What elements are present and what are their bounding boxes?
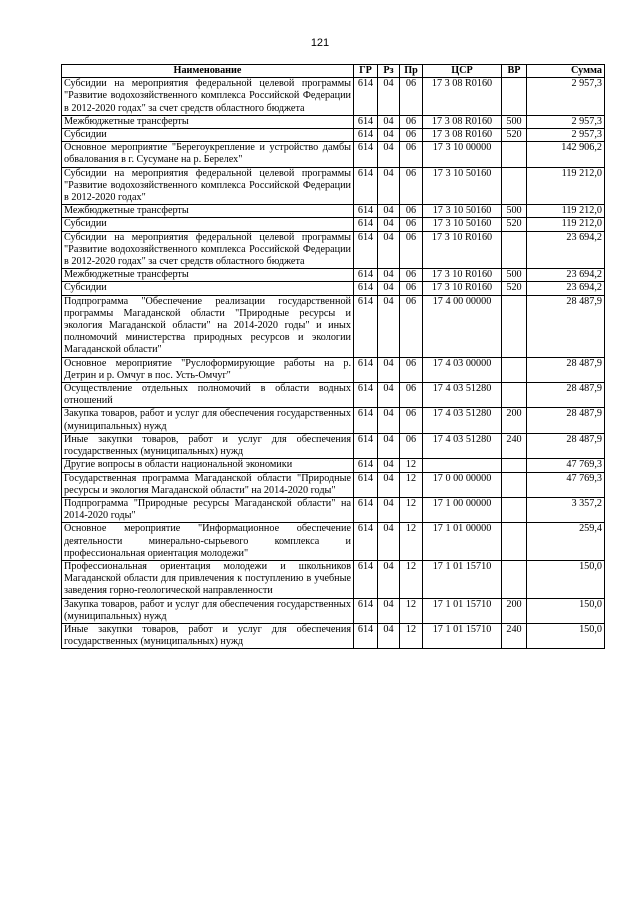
- cell-sum: 28 487,9: [527, 383, 605, 408]
- cell-csr: 17 1 01 15710: [423, 623, 502, 648]
- cell-csr: 17 0 00 00000: [423, 472, 502, 497]
- cell-vr: 520: [502, 282, 527, 295]
- cell-sum: 150,0: [527, 598, 605, 623]
- cell-name: Межбюджетные трансферты: [62, 205, 354, 218]
- cell-vr: 200: [502, 598, 527, 623]
- table-row: [62, 231, 605, 269]
- cell-sum: 23 694,2: [527, 231, 605, 269]
- table-row: [62, 115, 605, 128]
- cell-gr: 614: [354, 78, 378, 116]
- cell-csr: 17 1 01 15710: [423, 598, 502, 623]
- cell-sum: 119 212,0: [527, 167, 605, 205]
- cell-rz: 04: [378, 357, 400, 382]
- cell-vr: [502, 459, 527, 472]
- cell-vr: 240: [502, 433, 527, 458]
- cell-vr: 240: [502, 623, 527, 648]
- cell-csr: [423, 459, 502, 472]
- cell-name: Подпрограмма "Природные ресурсы Магаданской области" на 2014-2020 годы": [62, 497, 354, 522]
- cell-pr: 06: [400, 269, 423, 282]
- cell-csr: 17 3 10 50160: [423, 167, 502, 205]
- cell-name: Другие вопросы в области национальной экономики: [62, 459, 354, 472]
- cell-rz: 04: [378, 231, 400, 269]
- cell-gr: 614: [354, 523, 378, 561]
- cell-csr: 17 3 10 R0160: [423, 231, 502, 269]
- cell-vr: [502, 383, 527, 408]
- cell-csr: 17 3 08 R0160: [423, 78, 502, 116]
- cell-vr: [502, 78, 527, 116]
- cell-name: Субсидии: [62, 129, 354, 142]
- header-vr: ВР: [502, 65, 527, 78]
- page-number: 121: [310, 37, 330, 49]
- cell-sum: 150,0: [527, 560, 605, 598]
- cell-sum: 23 694,2: [527, 269, 605, 282]
- cell-csr: 17 4 03 51280: [423, 408, 502, 433]
- cell-name: Межбюджетные трансферты: [62, 115, 354, 128]
- cell-pr: 12: [400, 497, 423, 522]
- cell-name: Основное мероприятие "Берегоукрепление и устройство дамбы обвалования в г. Сусумане на р. Берелех": [62, 142, 354, 167]
- cell-rz: 04: [378, 459, 400, 472]
- cell-name: Закупка товаров, работ и услуг для обеспечения государственных (муниципальных) нужд: [62, 598, 354, 623]
- cell-pr: 06: [400, 282, 423, 295]
- cell-gr: 614: [354, 282, 378, 295]
- cell-pr: 12: [400, 523, 423, 561]
- cell-name: Закупка товаров, работ и услуг для обеспечения государственных (муниципальных) нужд: [62, 408, 354, 433]
- cell-gr: 614: [354, 459, 378, 472]
- cell-sum: 28 487,9: [527, 433, 605, 458]
- cell-sum: 150,0: [527, 623, 605, 648]
- cell-name: Государственная программа Магаданской области "Природные ресурсы и экология Магаданской области" на 2014-2020 годы": [62, 472, 354, 497]
- cell-csr: 17 3 10 R0160: [423, 282, 502, 295]
- header-gr: ГР: [354, 65, 378, 78]
- header-sum: Сумма: [527, 65, 605, 78]
- table-row: [62, 598, 605, 623]
- cell-rz: 04: [378, 295, 400, 357]
- cell-pr: 06: [400, 408, 423, 433]
- cell-rz: 04: [378, 433, 400, 458]
- header-rz: Рз: [378, 65, 400, 78]
- cell-gr: 614: [354, 167, 378, 205]
- cell-rz: 04: [378, 269, 400, 282]
- cell-vr: [502, 142, 527, 167]
- cell-rz: 04: [378, 218, 400, 231]
- cell-name: Иные закупки товаров, работ и услуг для обеспечения государственных (муниципальных) нужд: [62, 433, 354, 458]
- cell-rz: 04: [378, 383, 400, 408]
- cell-csr: 17 1 00 00000: [423, 497, 502, 522]
- cell-vr: [502, 523, 527, 561]
- table-row: [62, 459, 605, 472]
- table-row: [62, 623, 605, 648]
- table-row: [62, 357, 605, 382]
- cell-gr: 614: [354, 433, 378, 458]
- cell-name: Субсидии: [62, 218, 354, 231]
- cell-sum: 28 487,9: [527, 357, 605, 382]
- cell-pr: 06: [400, 433, 423, 458]
- cell-pr: 12: [400, 623, 423, 648]
- cell-gr: 614: [354, 383, 378, 408]
- cell-gr: 614: [354, 598, 378, 623]
- cell-vr: [502, 167, 527, 205]
- cell-sum: 2 957,3: [527, 115, 605, 128]
- cell-gr: 614: [354, 357, 378, 382]
- cell-vr: 500: [502, 115, 527, 128]
- table-row: [62, 167, 605, 205]
- cell-gr: 614: [354, 142, 378, 167]
- cell-name: Субсидии на мероприятия федеральной целевой программы "Развитие водохозяйственного комплекса Российской Федерации в 2012-2020 годах": [62, 167, 354, 205]
- cell-rz: 04: [378, 78, 400, 116]
- cell-sum: 2 957,3: [527, 78, 605, 116]
- cell-pr: 06: [400, 129, 423, 142]
- cell-name: Субсидии на мероприятия федеральной целевой программы "Развитие водохозяйственного комплекса Российской Федерации в 2012-2020 годах" за счет средств областного бюджета: [62, 78, 354, 116]
- cell-csr: 17 4 00 00000: [423, 295, 502, 357]
- cell-sum: 259,4: [527, 523, 605, 561]
- cell-csr: 17 3 10 50160: [423, 218, 502, 231]
- cell-vr: [502, 357, 527, 382]
- cell-csr: 17 3 08 R0160: [423, 115, 502, 128]
- cell-csr: 17 4 03 51280: [423, 383, 502, 408]
- table-header-row: [62, 65, 605, 78]
- cell-gr: 614: [354, 472, 378, 497]
- cell-vr: [502, 497, 527, 522]
- cell-pr: 06: [400, 78, 423, 116]
- cell-pr: 06: [400, 383, 423, 408]
- cell-rz: 04: [378, 560, 400, 598]
- cell-csr: 17 4 03 00000: [423, 357, 502, 382]
- cell-pr: 12: [400, 459, 423, 472]
- budget-table: [61, 64, 605, 649]
- cell-csr: 17 3 08 R0160: [423, 129, 502, 142]
- cell-rz: 04: [378, 623, 400, 648]
- cell-vr: 520: [502, 129, 527, 142]
- header-name: Наименование: [62, 65, 354, 78]
- cell-sum: 47 769,3: [527, 459, 605, 472]
- cell-sum: 28 487,9: [527, 295, 605, 357]
- cell-pr: 06: [400, 205, 423, 218]
- cell-rz: 04: [378, 167, 400, 205]
- cell-pr: 06: [400, 295, 423, 357]
- cell-pr: 06: [400, 142, 423, 167]
- table-row: [62, 560, 605, 598]
- cell-rz: 04: [378, 472, 400, 497]
- cell-sum: 142 906,2: [527, 142, 605, 167]
- cell-sum: 2 957,3: [527, 129, 605, 142]
- cell-vr: [502, 472, 527, 497]
- cell-name: Профессиональная ориентация молодежи и школьников Магаданской области для привлечения к поступлению в учебные заведения горно-геологической направленности: [62, 560, 354, 598]
- cell-csr: 17 3 10 50160: [423, 205, 502, 218]
- cell-csr: 17 4 03 51280: [423, 433, 502, 458]
- cell-gr: 614: [354, 295, 378, 357]
- cell-csr: 17 1 01 00000: [423, 523, 502, 561]
- cell-name: Субсидии на мероприятия федеральной целевой программы "Развитие водохозяйственного комплекса Российской Федерации в 2012-2020 годах" за счет средств областного бюджета: [62, 231, 354, 269]
- cell-rz: 04: [378, 205, 400, 218]
- cell-name: Основное мероприятие "Руслоформирующие работы на р. Детрин и р. Омчуг в пос. Усть-Омчуг": [62, 357, 354, 382]
- cell-csr: 17 3 10 R0160: [423, 269, 502, 282]
- table-row: [62, 295, 605, 357]
- cell-gr: 614: [354, 115, 378, 128]
- cell-gr: 614: [354, 497, 378, 522]
- cell-rz: 04: [378, 129, 400, 142]
- table-row: [62, 78, 605, 116]
- cell-csr: 17 3 10 00000: [423, 142, 502, 167]
- cell-pr: 12: [400, 472, 423, 497]
- cell-name: Осуществление отдельных полномочий в области водных отношений: [62, 383, 354, 408]
- cell-pr: 06: [400, 218, 423, 231]
- cell-vr: [502, 295, 527, 357]
- table-row: [62, 472, 605, 497]
- cell-name: Иные закупки товаров, работ и услуг для обеспечения государственных (муниципальных) нужд: [62, 623, 354, 648]
- cell-vr: 500: [502, 269, 527, 282]
- cell-csr: 17 1 01 15710: [423, 560, 502, 598]
- table-row: [62, 269, 605, 282]
- cell-sum: 23 694,2: [527, 282, 605, 295]
- cell-rz: 04: [378, 142, 400, 167]
- cell-sum: 28 487,9: [527, 408, 605, 433]
- cell-vr: [502, 560, 527, 598]
- cell-gr: 614: [354, 231, 378, 269]
- cell-name: Межбюджетные трансферты: [62, 269, 354, 282]
- cell-rz: 04: [378, 497, 400, 522]
- cell-sum: 119 212,0: [527, 218, 605, 231]
- cell-gr: 614: [354, 269, 378, 282]
- cell-sum: 47 769,3: [527, 472, 605, 497]
- table-row: [62, 383, 605, 408]
- cell-pr: 06: [400, 357, 423, 382]
- cell-gr: 614: [354, 408, 378, 433]
- table-row: [62, 282, 605, 295]
- table-row: [62, 129, 605, 142]
- table-row: [62, 497, 605, 522]
- cell-gr: 614: [354, 129, 378, 142]
- cell-rz: 04: [378, 523, 400, 561]
- cell-rz: 04: [378, 598, 400, 623]
- table-row: [62, 218, 605, 231]
- header-pr: Пр: [400, 65, 423, 78]
- cell-gr: 614: [354, 623, 378, 648]
- cell-name: Основное мероприятие "Информационное обеспечение деятельности минерально-сырьевого комплекса и профессиональная ориентация молодежи": [62, 523, 354, 561]
- cell-pr: 06: [400, 231, 423, 269]
- table-row: [62, 142, 605, 167]
- cell-pr: 06: [400, 167, 423, 205]
- cell-vr: 500: [502, 205, 527, 218]
- cell-pr: 06: [400, 115, 423, 128]
- cell-rz: 04: [378, 115, 400, 128]
- cell-gr: 614: [354, 560, 378, 598]
- cell-gr: 614: [354, 218, 378, 231]
- cell-vr: [502, 231, 527, 269]
- cell-vr: 520: [502, 218, 527, 231]
- cell-rz: 04: [378, 282, 400, 295]
- cell-name: Подпрограмма "Обеспечение реализации государственной программы Магаданской области "Природные ресурсы и экология Магаданской области" на 2014-2020 годы" и иных полномочий министерства природных ресурсов и экологии Магаданской области": [62, 295, 354, 357]
- table-row: [62, 205, 605, 218]
- cell-name: Субсидии: [62, 282, 354, 295]
- cell-sum: 3 357,2: [527, 497, 605, 522]
- table-row: [62, 523, 605, 561]
- table-row: [62, 408, 605, 433]
- cell-rz: 04: [378, 408, 400, 433]
- cell-gr: 614: [354, 205, 378, 218]
- cell-pr: 12: [400, 598, 423, 623]
- table-row: [62, 433, 605, 458]
- cell-vr: 200: [502, 408, 527, 433]
- header-csr: ЦСР: [423, 65, 502, 78]
- cell-sum: 119 212,0: [527, 205, 605, 218]
- cell-pr: 12: [400, 560, 423, 598]
